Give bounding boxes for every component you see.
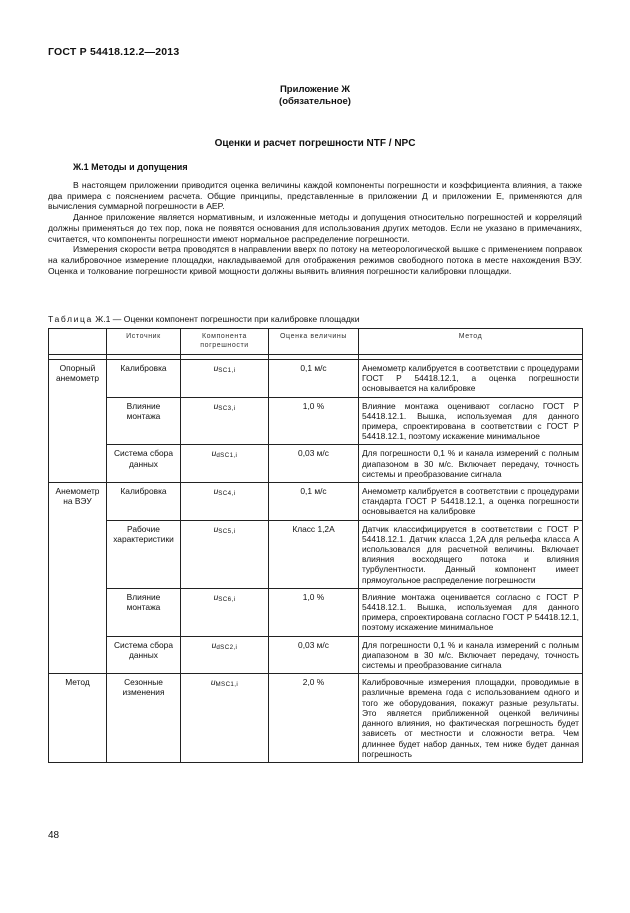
cell-source: Калибровка [107, 360, 181, 398]
header-component: Компонента погрешности [181, 329, 269, 355]
component-symbol: $u_{dSC1,i}$ [211, 448, 238, 460]
cell-method: Датчик классифицируется в соответствии с ГОСТ Р 54418.12.1. Датчик класса 1,2A для рельефа класса A использовался для расчетной величины. Включает влияния восходящего потока и влияния турбулентности. Данный компонент имеет прямоугольное распределение погрешности [359, 520, 583, 588]
table-row [49, 397, 583, 445]
cell-component [181, 483, 269, 521]
group-reference-anemometer: Опорный анемометр [49, 360, 107, 483]
table-caption-text: Ж.1 — Оценки компонент погрешности при калибровке площадки [95, 314, 360, 324]
standard-header: ГОСТ Р 54418.12.2—2013 [48, 46, 180, 58]
appendix-subtitle: (обязательное) [279, 96, 351, 107]
cell-estimate: 2,0 % [269, 674, 359, 763]
group-turbine-anemometer: Анемометр на ВЭУ [49, 483, 107, 674]
body-text [48, 180, 582, 276]
cell-method: Для погрешности 0,1 % и канала измерений с полным диапазоном в 30 м/с. Включает передачу, точность системы и преобразование сигнала [359, 445, 583, 483]
table-caption-label: Таблица [48, 314, 93, 324]
cell-source: Система сбора данных [107, 445, 181, 483]
header-estimate: Оценка величины [269, 329, 359, 355]
cell-source: Рабочие характеристики [107, 520, 181, 588]
cell-method: Влияние монтажа оценивается согласно с ГОСТ Р 54418.12.1. Вышка, используемая для данного примера, спроектирована согласно ГОСТ Р 54418.12.1, поэтому искажение минимальное [359, 588, 583, 636]
header-group [49, 329, 107, 355]
appendix-title: Приложение Ж [279, 84, 351, 95]
table-row [49, 445, 583, 483]
cell-estimate: 1,0 % [269, 588, 359, 636]
cell-method: Влияние монтажа оценивают согласно ГОСТ Р 54418.12.1. Вышка, используемая для данного примера, спроектирована в соответствии с ГОСТ Р 54418.12.1, поэтому искажение минимальное [359, 397, 583, 445]
cell-source: Калибровка [107, 483, 181, 521]
cell-method: Анемометр калибруется в соответствии с процедурами стандарта ГОСТ Р 54418.12.1, а оценка погрешности основывается на калибровке [359, 483, 583, 521]
paragraph-3: Измерения скорости ветра проводятся в направлении вверх по потоку на метеорологической вышке с применением поправок на калибровочное измерение площадки, накладываемой для отображения режимов свободного потока в месте нахождения ВЭУ. Оценка и толкование погрешности кривой мощности должны выявить влияния погрешности калибровки площадки. [48, 244, 582, 276]
cell-component [181, 520, 269, 588]
group-method: Метод [49, 674, 107, 763]
component-symbol: $u_{SC5,i}$ [213, 523, 236, 535]
subsection-heading: Ж.1 Методы и допущения [73, 162, 188, 172]
table-row [49, 588, 583, 636]
cell-estimate: 0,03 м/с [269, 445, 359, 483]
table-row [49, 636, 583, 674]
cell-estimate: 0,1 м/с [269, 483, 359, 521]
cell-method: Калибровочные измерения площадки, проводимые в различные времена года с использованием одного и того же оборудования, покажут разные результаты. Это является приближенной оценкой величины данного влияния, но фактическая погрешность будет зависеть от местности и сложности ветра. Чем длиннее будет набор данных, тем ниже будет данная погрешность [359, 674, 583, 763]
cell-component [181, 674, 269, 763]
component-symbol: $u_{SC1,i}$ [213, 363, 236, 374]
table-row [49, 520, 583, 588]
component-symbol: $u_{dSC2,i}$ [211, 639, 238, 651]
uncertainty-table [48, 328, 583, 763]
cell-component [181, 360, 269, 398]
cell-component [181, 588, 269, 636]
table-row [49, 360, 583, 398]
component-symbol: $u_{SC3,i}$ [213, 400, 236, 412]
header-source: Источник [107, 329, 181, 355]
cell-component [181, 445, 269, 483]
table-row [49, 483, 583, 521]
header-method: Метод [359, 329, 583, 355]
component-symbol: $u_{MSC1,i}$ [210, 677, 239, 689]
cell-estimate: 1,0 % [269, 397, 359, 445]
table-header-row [49, 329, 583, 355]
cell-estimate: 0,1 м/с [269, 360, 359, 398]
cell-method: Для погрешности 0,1 % и канала измерений с полным диапазоном в 30 м/с. Включает передачу, точность системы и преобразование сигнала [359, 636, 583, 674]
cell-estimate: 0,03 м/с [269, 636, 359, 674]
cell-method: Анемометр калибруется в соответствии с процедурами ГОСТ Р 54418.12.1, а оценка погрешности основывается на калибровке [359, 360, 583, 398]
cell-source: Система сбора данных [107, 636, 181, 674]
cell-source: Влияние монтажа [107, 397, 181, 445]
section-title: Оценки и расчет погрешности NTF / NPC [214, 138, 416, 149]
cell-source: Сезонные изменения [107, 674, 181, 763]
table-row [49, 674, 583, 763]
cell-component [181, 397, 269, 445]
component-symbol: $u_{SC6,i}$ [213, 591, 236, 603]
paragraph-1: В настоящем приложении приводится оценка величины каждой компоненты погрешности и коэффициента влияния, а также два примера с пояснением расчета. Общие принципы, представленные в приложении Д и приложении Е, применяются для вычисления суммарной погрешности в AEP. [48, 180, 582, 212]
cell-estimate: Класс 1,2A [269, 520, 359, 588]
cell-source: Влияние монтажа [107, 588, 181, 636]
table-caption [48, 314, 360, 324]
component-symbol: $u_{SC4,i}$ [213, 486, 236, 498]
page-number: 48 [48, 830, 60, 841]
cell-component [181, 636, 269, 674]
paragraph-2: Данное приложение является нормативным, и изложенные методы и допущения относительно погрешностей и корреляций должны применяться до тех пор, пока не появятся основания для использования других методов. Если не указано в примечаниях, считается, что компоненты погрешности имеют нормальное распределение погрешности. [48, 212, 582, 244]
